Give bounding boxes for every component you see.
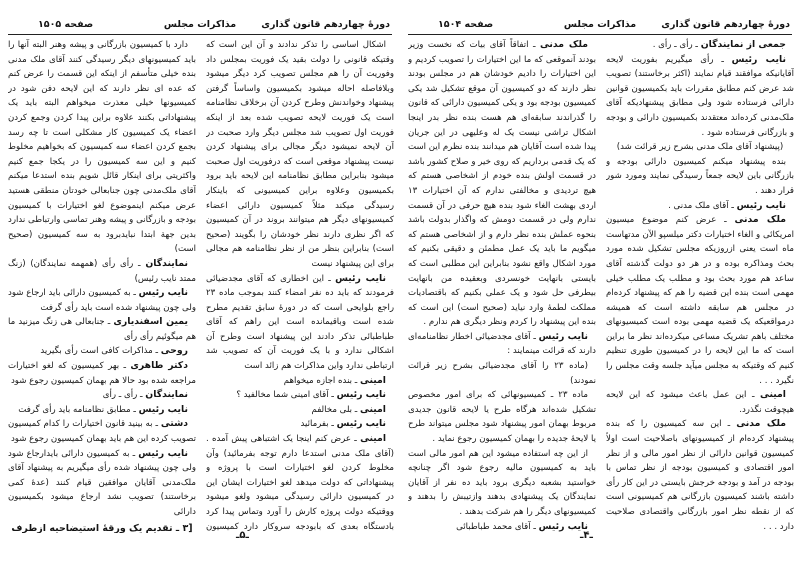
speech-paragraph	[206, 272, 394, 374]
speaker-name: نایب رئیس	[336, 389, 386, 401]
speech-paragraph	[606, 53, 794, 141]
speech-paragraph	[408, 330, 596, 359]
speaker-name: نمایندگان	[145, 389, 188, 401]
speaker-name: ملک مدنی	[734, 214, 786, 226]
speech-paragraph	[206, 388, 394, 403]
folio-number: ـ۵ـ	[236, 530, 249, 541]
speech-text: ـ اتفاقاً آقای بیات که نخست وزیر بودند آنموقعی که ما این اختیارات را تصویب کردیم و این اختیارات را دادیم خودشان هم در مجلس بودند نظر دارند که دو کمیسیون آن موقع تشکیل شد یکی کمیسیون بودجه بود و یکی کمیسیون دارائی که قانون را گذراندند سابقه‌ای هم هست بنده نظر بدر اینجا اشکال تراشی نیست یک له وعلیهی در این جریان پیدا شده است آقایان هم میدانند بنده نظرم این است که یک قدمی برداریم که روی خیر و صلاح کشور باشد در قسمت اولش بنده خودم از اشخاصی هستم که هیچ تردیدی و مخالفتی ندارم که آن اختیارات ۱۳ اردی بهشت الغاء شود بنده هیچ حرفی در آن قسمت ندارم ولی در قسمت دومش که واگذار بدولت باشد بنحوه عملش بنده نظر دارم و از اشخاصی هستم که میگویم ما باید یک عمل مطمئن و دقیقی بکنیم که مورد اشکال واقع نشود بنابراین این مطلبی است که بایستی بانهایت خونسردی وبعقیده من بانهایت بیطرفی حل شود و یک عملی بکنیم که باقتصادیات مملکت لطمهٔ وارد نیاید (صحیح است) این است که بنده این پیشنهاد را کردم ونظر دیگری هم ندارم .	[408, 40, 596, 328]
speaker-name: جمعی از نمایندگان	[700, 39, 786, 50]
speech-paragraph	[8, 257, 196, 286]
speech-paragraph	[8, 359, 196, 388]
speech-paragraph	[606, 417, 794, 533]
text-paragraph	[8, 38, 196, 257]
speech-paragraph	[606, 388, 794, 417]
speaker-name: نایب رئیس	[335, 272, 386, 284]
text-column-right	[206, 38, 394, 533]
speech-text: ـ این اخطاری که آقای مجدضیائی فرمودند که باید ده نفر امضاء کنند بموجب ماده ۲۳ راجع بلوایحی است که در دورهٔ سابق تقدیم مطرح شده است وباقیمانده است این راهم که آقای طباطبائی تذکر دادند این پیشنهاد است وطرح آن اشکالی ندارد و با یک فوریت آن که تصویب شد ارتباطی ندارد واین مذاکرات هم زائد است	[206, 273, 394, 372]
speech-text: ـ بلی مخالفم	[311, 404, 358, 415]
speaker-name: نایب رئیس	[538, 520, 588, 532]
speech-paragraph	[206, 403, 394, 418]
speech-paragraph	[8, 447, 196, 520]
text-paragraph	[606, 155, 794, 199]
text-column-left	[8, 38, 196, 533]
speech-paragraph	[8, 417, 196, 446]
speaker-name: یمین اسفندیاری	[113, 316, 188, 328]
speech-text: از این چه استفاده میشود این هم امور مالی است باید به کمیسیون مالیه رجوع شود اگر چنانچه خواستید بشعبه دیگری برود باید ده نفر از آقایان نمایندگان یک پیشنهادی بدهند وازتیبش را بدهند و کمیسیونهای دیگر را هم شرکت بدهند .	[408, 448, 596, 517]
speaker-name: نایب رئیس	[538, 330, 588, 342]
speech-text: ـ جنابعالی هی زنگ میزنید ما هم میگوئیم رأی رأی	[8, 317, 196, 342]
text-paragraph	[408, 359, 596, 388]
speech-text: ـ آقای ملک مدنی .	[668, 200, 734, 211]
speaker-name: روحی	[160, 345, 188, 357]
session-label: دورهٔ چهاردهم قانون گذاری	[661, 19, 790, 30]
speech-text: ـ بنده اجازه میخواهم	[283, 375, 358, 386]
speaker-name: ملک مدنی	[736, 418, 786, 430]
speaker-name: ملک مدنی	[539, 39, 588, 50]
speech-text: ـ به کمیسیون دارائی باید ارجاع شود ولی چون پیشنهاد شده است باید رأی گرفت	[8, 288, 196, 313]
speech-text: ـ عرض کنم اینجا یک اشتباهی پیش آمده . (آقای ملک مدنی استدعا دارم توجه بفرمائید) وآن مخلوط کردن لغو اختیارات است با پروژه و پیشنهاداتی که دولت میدهد لغو اختیارات ایشان این در کمیسیون دارائی رسیدگی میشود ولغو میشود ووقتیکه دولت پروژه کارش را آورد وتماس پیدا کرد بادستگاه بعدی که بابودجه سروکار دارد کمیسیون	[206, 434, 394, 532]
speech-paragraph	[206, 374, 394, 389]
text-paragraph	[206, 38, 394, 272]
text-paragraph	[408, 388, 596, 446]
speech-paragraph	[8, 403, 196, 418]
speaker-name: امینی	[360, 433, 387, 445]
speech-text: اشکال اساسی را تذکر ندادند و آن این است که وقتیکه قانونی را دولت بقید یک فوریت بمجلس داد وفوریت آن را هم مجلس تصویب کرد دیگر میشود وبلافاصله احاله میشود بکمیسیون واساساً گرفتن پیشنهاد وخواندنش وطرح کردن آن برخلاف نظامنامه است یک فوریت لایحه تصویب شده بعد از اینکه فوریت اول تصویب شد مجلس دیگر وارد صحبت در آن لایحه نمیشود دیگر مجالی برای پیشنهاد کردن نیست پیشنهاد موقعی است که درفوریت اول صحبت میشود بنابراین مطابق نظامنامه این لایحه باید برود بکمیسیون وعلاوه براین کمیسیونی که باینکار رسیدگی میکند مثلاً کمیسیون دارائی اعضاء کمیسیونهای دیگر هم میتوانند بروند در آن کمیسیون که اگر نظری دارند نظر خودشان را بگویند (صحیح است) بنابراین بنظر من از نظر نظامنامه هم مجالی برای این پیشنهاد نیست	[206, 40, 394, 269]
speech-text: ـ آقای محمد طباطبائی	[456, 521, 536, 532]
speech-paragraph	[206, 432, 394, 533]
speaker-name: نایب رئیس	[138, 403, 188, 415]
speech-text: ـ این عمل باعث میشود که این لایحه هیچوقت نگذرد.	[606, 390, 794, 415]
speech-text: ماده ۲۳ ـ کمیسیونهائی که برای امور مخصوص تشکیل شده‌اند هرگاه طرح یا لایحه قانون جدیدی مربوط بهمان امور پیشنهاد شود مجلس میتواند طرح یا لایحهٔ جدیده را بهمان کمیسیون رجوع نماید .	[408, 390, 596, 445]
speech-text: بنده پیشنهاد میکنم کمیسیون دارائی بودجه و بازرگانی باین لایحه جمعاً رسیدگی نمایند ومورد شور قرار دهند .	[606, 156, 794, 196]
session-label: دورهٔ چهاردهم قانون گذاری	[261, 19, 390, 30]
speech-text: (ماده ۲۳ را آقای مجدضیائی بشرح زیر قرائت نمودند)	[408, 361, 596, 386]
speaker-name: نایب رئیس	[138, 287, 188, 299]
speech-paragraph	[206, 417, 394, 432]
speech-text: ـ عرض کنم موضوع میسیون امریکائی و الغاء اختیارات دکتر میلسپو الآن مدتهاست ماه است یعنی ازروزیکه مجلس تشکیل شده مورد بحث ومذاکره بوده و در هر دو دولت گذشته آقای ساعد هم مورد بحث بود و مطلب یک مطلب خیلی مهمی است بنده این قضیه را هم که پیشنهاد کرده‌ام در مجلس هم سابقه داشته است که همیشه درمواقعیکه یک قضیه مهمی بوده است کمیسیونهای مختلف باهم تشریک مساعی میکرده‌اند نظر ما براین است که ما این لایحه را در کمیسیون طوری تنظیم کنیم که وقتیکه به مجلس میآید جلسه وقت مجلس را نگیرد . . .	[606, 215, 794, 386]
speech-paragraph	[8, 286, 196, 315]
speech-text: ـ رأی میگیریم بفوریت لایحه آقایانیکه موافقند قیام نمایند (اکثر برخاستند) تصویب شد عرض کنم مطابق مقررات باید بکمیسیون قوانین دارائی فرستاده شود ولی مطابق پیشنهادیکه آقای ملک‌مدنی کرده‌اند معتقدند بکمیسیون دارائی و بودجه و بازرگانی فرستاده شود .	[606, 54, 794, 138]
section-heading: [۳ ـ تقدیم یک ورقهٔ استیضاحیه ازطرف	[11, 522, 193, 533]
speech-text: ـ رأی رأی (همهمه نمایندگان) (زنگ ممتد نایب رئیس)	[8, 258, 196, 284]
page-header	[8, 14, 392, 35]
folio-number: ـ۴ـ	[580, 530, 593, 541]
speech-text: دارد با کمیسیون بازرگانی و پیشه وهنر البته آنها را باید کمیسیونهای دیگر رسیدگی کنند آقای ملک مدنی بنده خیلی متأسفم از اینکه این قسمت را عرض کنم که عده ای نظر دارند که این لایحه دفن شود در کمیسیونها خیلی معذرت میخواهم البته باید یک پیشنهاداتی بکنند علاوه براین پیدا کردن وجمع کردن اعضاء یک کمیسیون کار مشکلی است تا چه رسد بجمع کردن اعضاء سه کمیسیون که بخواهیم مخلوط کنیم و این سه کمیسیون را در یکجا جمع کنیم واکثریتی برای اینکار قائل شویم بنده استدعا میکنم آقای ملک‌مدنی چون جنابعالی خودتان منطقی هستید عرض میکنم اینموضوع لغو اختیارات با کمیسیون بودجه و بازرگانی و پیشه وهنر تماسی وارتباطی ندارد بدین جهة ابتدا نبایدبرود به سه کمیسیون (صحیح است)	[8, 40, 196, 255]
speech-text: ـ به بینید قانون اختیارات را کدام کمیسیون تصویب کرده این هم باید بهمان کمیسیون رجوع شود	[8, 419, 196, 445]
speech-paragraph	[606, 213, 794, 388]
text-paragraph	[408, 447, 596, 520]
editorial-note: (پیشنهاد آقای ملک مدنی بشرح زیر قرائت شد)	[616, 142, 784, 153]
speech-text: ـ رأی ـ رأی	[102, 390, 143, 401]
publication-title: مذاکرات مجلس	[563, 19, 637, 30]
page-number: صفحه ۱۵۰۵	[38, 19, 94, 30]
right-page	[400, 0, 800, 569]
speech-paragraph	[408, 520, 596, 533]
speaker-name: نمایندگان	[145, 257, 189, 269]
speaker-name: امینی	[760, 389, 786, 401]
speaker-name: نایب رئیس	[731, 53, 786, 65]
speech-text: ـ آقای امینی شما مخالفید ؟	[236, 390, 334, 401]
speech-paragraph	[606, 38, 794, 53]
speaker-name: نایب رئیس	[736, 199, 786, 211]
speaker-name: دشتی	[160, 418, 188, 430]
speaker-name: نایب رئیس	[138, 447, 188, 459]
speech-text: ـ این سه کمیسیون را که بنده پیشنهاد کرده‌ام از کمیسیونهای باصلاحیت است اولاً کمیسیون قوانین دارائی از نظر امور مالی و از نظر امور اقتصادی و کمیسیون بودجه از نظر تماس با بودجه در آمد و بودجه خرجش بایستی در این کار رأی داشته باشند کمیسیون بازرگانی هم کمیسیونی است که از نقطه نظر امور بازرگانی واقتصادی صلاحیت دارد . . .	[606, 419, 794, 532]
speech-text: ـ به کمیسیون دارائی بایدارجاع شود ولی چون پیشنهاد شده رأی میگیریم به پیشنهاد آقای ملک‌مدنی آقایان موافقین قیام کنند (عدهٔ کمی برخاستند) تصویب نشد ارجاع میشود بکمیسیون دارائی	[8, 448, 196, 517]
speaker-name: امینی	[360, 374, 386, 386]
page-header	[408, 14, 792, 35]
speech-paragraph	[8, 315, 196, 344]
speech-paragraph	[8, 388, 196, 403]
speech-text: ـ مطابق نظامنامه باید رأی گرفت	[18, 404, 136, 415]
speech-text: ـ آقای مجدضیائی اخطار نظامنامه‌ای دارند که قرائت مینمایند :	[408, 331, 596, 357]
text-column-right	[606, 38, 794, 533]
publication-title: مذاکرات مجلس	[163, 19, 237, 30]
speech-text: ـ بفرمائید	[300, 419, 334, 430]
speaker-name: نایب رئیس	[336, 418, 386, 430]
speaker-name: دکتر طاهری	[130, 360, 188, 372]
speech-text: ـ مذاکرات کافی است رأی بگیرید	[40, 346, 159, 357]
speech-paragraph	[606, 199, 794, 214]
text-column-left	[408, 38, 596, 533]
speech-text: ـ بهر کمیسیون که لغو اختیارات مراجعه شده بود حالا هم بهمان کمیسیون رجوع شود	[8, 361, 196, 386]
speech-text: ـ رأی ـ رأی .	[652, 40, 698, 50]
speech-paragraph	[408, 38, 596, 330]
page-number: صفحه ۱۵۰۴	[438, 19, 494, 30]
speech-paragraph	[8, 344, 196, 359]
speaker-name: امینی	[360, 403, 386, 415]
